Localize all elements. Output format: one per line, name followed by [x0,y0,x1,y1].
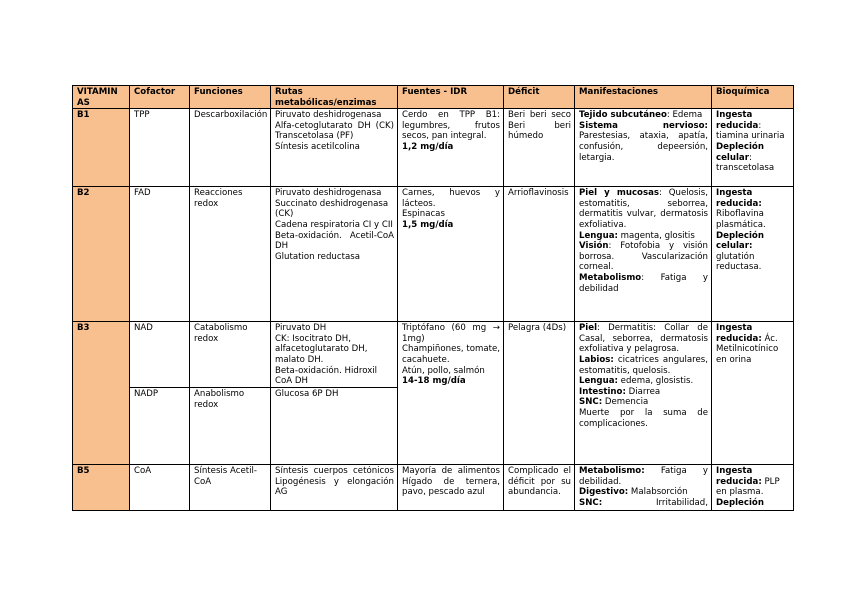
header-cofactor: Cofactor [130,86,190,109]
funciones-b3-nadp: Anabolismo redox [190,388,271,465]
rutas-b1: Piruvato deshidrogenasa Alfa-cetoglutarato DH (CK) Transcetolasa (PF) Síntesis acetilcolina [271,109,398,187]
manifestaciones-b2: Piel y mucosas: Quelosis, estomatitis, seborrea, dermatitis vulvar, dermatosis exfoliativa. Lengua: magenta, glositis Visión: Fotofobia y visión borrosa. Vascularización corneal. Metabolismo: Fatiga y debilidad [575,187,712,322]
cofactor-b3-nad: NAD [130,322,190,388]
header-manifestaciones: Manifestaciones [575,86,712,109]
bioquimica-b1: Ingesta reducida: tiamina urinaria Depleción celular: transcetolasa [712,109,794,187]
header-rutas: Rutas metabólicas/enzimas [271,86,398,109]
manifestaciones-b5: Metabolismo: Fatiga y debilidad. Digestivo: Malabsorción SNC: Irritabilidad, [575,465,712,511]
vitamin-b3: B3 [73,322,130,465]
table-row-b1 [73,109,794,187]
vitamin-b2: B2 [73,187,130,322]
deficit-b5: Complicado el déficit por su abundancia. [504,465,575,511]
deficit-b3: Pelagra (4Ds) [504,322,575,465]
vitamins-table [72,85,794,511]
funciones-b2: Reacciones redox [190,187,271,322]
bioquimica-b3: Ingesta reducida: Ác. Metilnicotínico en orina [712,322,794,465]
fuentes-b3: Triptófano (60 mg → 1mg) Champiñones, tomate, cacahuete. Atún, pollo, salmón 14-18 mg/día [398,322,504,465]
fuentes-b5: Mayoría de alimentos Hígado de ternera, pavo, pescado azul [398,465,504,511]
cofactor-b3-nadp: NADP [130,388,190,465]
header-row [73,86,794,109]
bioquimica-b5: Ingesta reducida: PLP en plasma. Depleción [712,465,794,511]
rutas-b3-nad: Piruvato DH CK: Isocitrato DH, alfacetoglutarato DH, malato DH. Beta-oxidación. Hidroxil CoA DH [271,322,398,388]
manifestaciones-b1: Tejido subcutáneo: Edema Sistema nervioso: Parestesias, ataxia, apatía, confusión, depeersión, letargia. [575,109,712,187]
vitamin-b1: B1 [73,109,130,187]
manifestaciones-b3: Piel: Dermatitis: Collar de Casal, seborrea, dermatosis exfoliativa y pelagrosa. Labios: cicatrices angulares, estomatitis, quelosis. Lengua: edema, glosistis. Intestino: Diarrea SNC: Demencia Muerte por la suma de complicaciones. [575,322,712,465]
cofactor-b1: TPP [130,109,190,187]
rutas-b2: Piruvato deshidrogenasa Succinato deshidrogenasa (CK) Cadena respiratoria CI y CII Beta-oxidación. Acetil-CoA DH Glutation reductasa [271,187,398,322]
fuentes-b2: Carnes, huevos y lácteos. Espinacas 1,5 mg/día [398,187,504,322]
vitamin-b5: B5 [73,465,130,511]
table-row-b5 [73,465,794,511]
header-funciones: Funciones [190,86,271,109]
deficit-b2: Arrioflavinosis [504,187,575,322]
table-row-b3-nad [73,322,794,388]
funciones-b1: Descarboxilación [190,109,271,187]
header-bioquimica: Bioquímica [712,86,794,109]
rutas-b5: Síntesis cuerpos cetónicos Lipogénesis y elongación AG [271,465,398,511]
cofactor-b2: FAD [130,187,190,322]
funciones-b5: Síntesis Acetil-CoA [190,465,271,511]
table-row-b2 [73,187,794,322]
bioquimica-b2: Ingesta reducida: Riboflavina plasmática. Depleción celular: glutatión reductasa. [712,187,794,322]
fuentes-b1: Cerdo en TPP B1: legumbres, frutos secos, pan integral. 1,2 mg/día [398,109,504,187]
deficit-b1: Beri beri seco Beri beri húmedo [504,109,575,187]
rutas-b3-nadp: Glucosa 6P DH [271,388,398,465]
cofactor-b5: CoA [130,465,190,511]
header-deficit: Déficit [504,86,575,109]
funciones-b3-nad: Catabolismo redox [190,322,271,388]
header-vitaminas: VITAMIN AS [73,86,130,109]
header-fuentes: Fuentes - IDR [398,86,504,109]
